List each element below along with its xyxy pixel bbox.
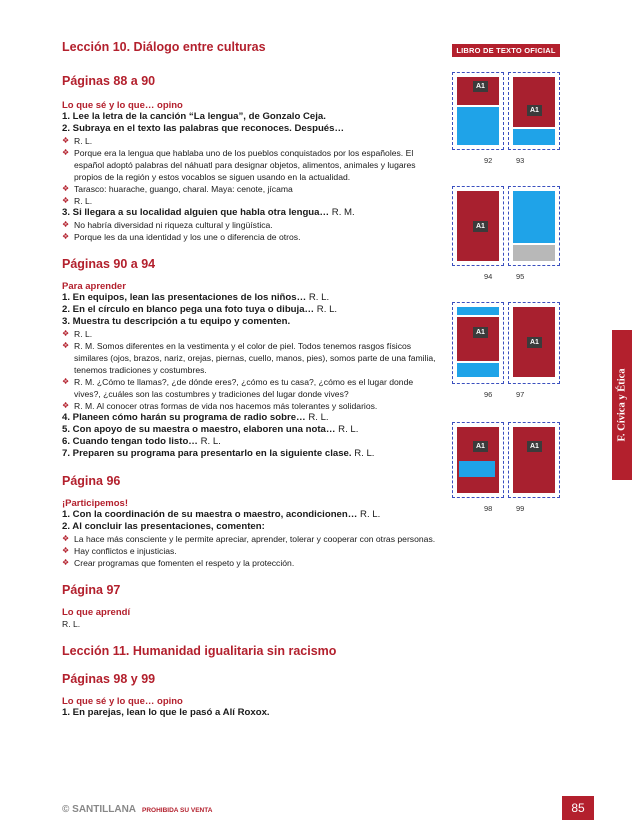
page-number: 95 [516,272,525,281]
page-number: 93 [516,156,525,165]
main-content [62,40,442,719]
question: 2. En el círculo en blanco pega una foto tuya o dibuja… R. L. [62,304,338,315]
answer: ❖ Porque era la lengua que hablaba uno de los pueblos conquistados por los españoles. El español adoptó palabras del náhuatl para designar objetos, alimentos, animales y lugares propios de la región y estos vocablos se siguen usando en la actualidad. [62,147,442,183]
answer: ❖ R. M. Al conocer otras formas de vida nos hacemos más tolerantes y solidarios. [62,400,442,412]
question: 3. Si llegara a su localidad alguien que habla otra lengua… R. M. [62,207,355,218]
a1-tag: A1 [473,327,488,338]
page-thumbnail [452,302,504,384]
content-block [457,317,499,361]
textbook-header: LIBRO DE TEXTO OFICIAL [452,44,560,57]
page-thumbnail [508,186,560,266]
subheading: ¡Participemos! [62,498,128,509]
question: 3. Muestra tu descripción a tu equipo y comenten. [62,316,291,327]
question: 2. Al concluir las presentaciones, comenten: [62,521,265,532]
subject-label: F. Cívica y Ética [616,368,628,442]
answer: ❖ No habría diversidad ni riqueza cultural y lingüística. [62,219,442,231]
question: 5. Con apoyo de su maestra o maestro, elaboren una nota… R. L. [62,424,359,435]
content-block [459,461,495,477]
page-thumbnail [508,302,560,384]
a1-tag: A1 [527,441,542,452]
question: 1. Lee la letra de la canción “La lengua”, de Gonzalo Ceja. [62,111,326,122]
section-page-97: Página 97 [62,583,121,597]
a1-tag: A1 [527,105,542,116]
content-block [457,307,499,315]
content-block [457,363,499,377]
answer: ❖ R. L. [62,135,442,147]
page-thumbnail [508,72,560,150]
a1-tag: A1 [473,441,488,452]
page-thumbnail [452,72,504,150]
page-number: 99 [516,504,525,513]
a1-tag: A1 [473,81,488,92]
question: 1. En equipos, lean las presentaciones de los niños… R. L. [62,292,330,303]
lesson-title: Lección 10. Diálogo entre culturas [62,40,266,54]
page-number: 96 [484,390,493,399]
page-number: 98 [484,504,493,513]
subject-side-tab [612,330,632,480]
answer: ❖ Tarasco: huarache, guango, charal. Maya: cenote, jícama [62,183,442,195]
question: 2. Subraya en el texto las palabras que reconoces. Después… [62,123,345,134]
answer: ❖ Hay conflictos e injusticias. [62,545,442,557]
question: 1. Con la coordinación de su maestra o maestro, acondicionen… R. L. [62,509,381,520]
a1-tag: A1 [473,221,488,232]
answer: ❖ La hace más consciente y le permite apreciar, aprender, tolerar y cooperar con otras personas. [62,533,442,545]
question: 6. Cuando tengan todo listo… R. L. [62,436,221,447]
content-block [513,191,555,243]
answer: ❖ R. M. ¿Cómo te llamas?, ¿de dónde eres?, ¿cómo es tu casa?, ¿cómo es el lugar donde vives?, ¿cuáles son las costumbres y tradiciones del lugar donde vives? [62,376,442,400]
answer: ❖ Crear programas que fomenten el respeto y la protección. [62,557,442,569]
section-pages-88-90: Páginas 88 a 90 [62,74,156,88]
page-number: 94 [484,272,493,281]
answer: ❖ R. L. [62,328,442,340]
publisher-logo: © SANTILLANA [62,804,137,815]
content-block [457,107,499,145]
page-number-box: 85 [562,796,594,820]
page-thumbnail [452,422,504,498]
question: 4. Planeen cómo harán su programa de radio sobre… R. L. [62,412,329,423]
page-thumbnail [508,422,560,498]
page-thumbnail [452,186,504,266]
subheading: Para aprender [62,281,126,292]
section-pages-90-94: Páginas 90 a 94 [62,257,156,271]
section-page-96: Página 96 [62,474,121,488]
page-number: 97 [516,390,525,399]
answer: ❖ R. L. [62,195,442,207]
content-block [513,245,555,261]
answer: R. L. [62,619,81,629]
content-block [457,427,499,493]
answer: ❖ R. M. Somos diferentes en la vestimenta y el color de piel. Todos tenemos rasgos físicos similares (ojos, brazos, nariz, orejas, piernas, cuello, manos, pies), somos parte de una familia, tenemos tradiciones y costumbres. [62,340,442,376]
question: 1. En parejas, lean lo que le pasó a Alí Roxox. [62,707,270,718]
subheading: Lo que aprendí [62,607,131,618]
sale-notice: PROHIBIDA SU VENTA [142,807,213,814]
lesson-title: Lección 11. Humanidad igualitaria sin racismo [62,644,337,658]
page-number: 92 [484,156,493,165]
answer: ❖ Porque les da una identidad y los une o diferencia de otros. [62,231,442,243]
subheading: Lo que sé y lo que… opino [62,100,183,111]
content-block [513,77,555,127]
content-block [513,129,555,145]
a1-tag: A1 [527,337,542,348]
content-block [513,427,555,493]
section-pages-98-99: Páginas 98 y 99 [62,672,156,686]
subheading: Lo que sé y lo que… opino [62,696,183,707]
question: 7. Preparen su programa para presentarlo en la siguiente clase. R. L. [62,448,375,459]
